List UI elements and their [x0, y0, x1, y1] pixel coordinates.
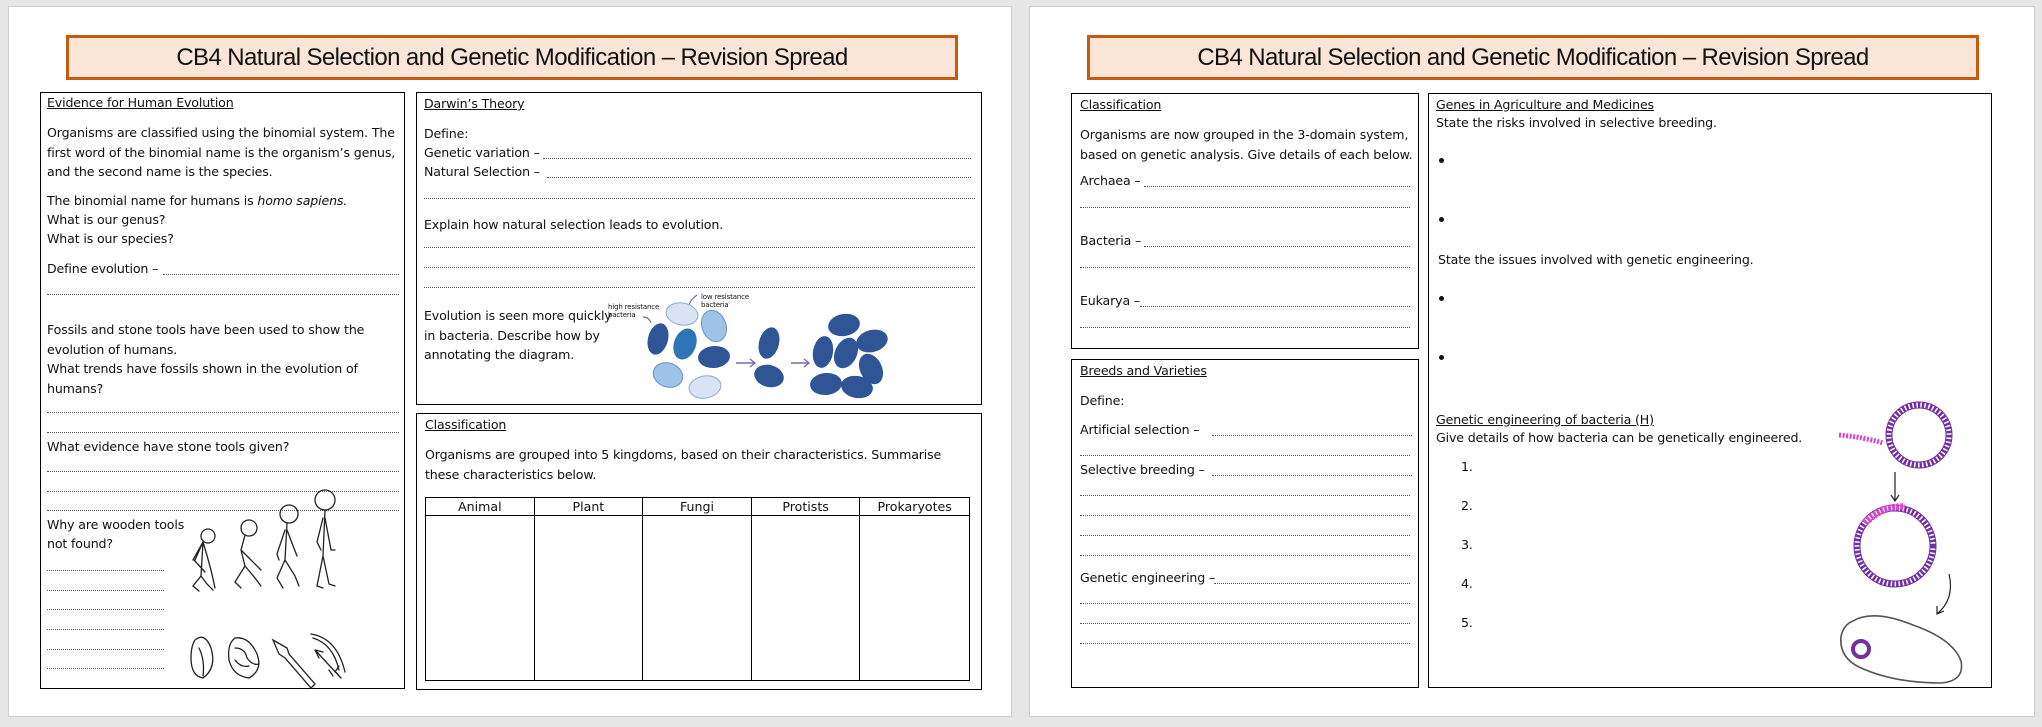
bullet-point [1439, 296, 1444, 301]
eukarya-label: Eukarya – [1080, 293, 1141, 308]
label-line: bacteria [608, 311, 636, 319]
answer-line[interactable] [1144, 246, 1410, 247]
section-title: Breeds and Varieties [1080, 363, 1207, 378]
explain-question: Explain how natural selection leads to evolution. [424, 217, 724, 232]
wooden-tools-question-cont: not found? [47, 536, 113, 551]
answer-line[interactable] [543, 158, 971, 159]
table-cell-fungi[interactable] [643, 516, 752, 680]
bullet-point [1439, 217, 1444, 222]
page-title: CB4 Natural Selection and Genetic Modification – Revision Spread [66, 35, 958, 80]
answer-line[interactable] [1144, 186, 1410, 187]
kingdoms-classification-section [416, 413, 982, 690]
answer-line[interactable] [47, 609, 164, 610]
answer-line[interactable] [1080, 207, 1410, 208]
define-label: Define: [424, 126, 469, 141]
answer-line[interactable] [47, 570, 164, 571]
section-title: Classification [425, 417, 507, 432]
column-header: Animal [426, 498, 535, 516]
bacteria-label: Bacteria – [1080, 233, 1142, 248]
page-title: CB4 Natural Selection and Genetic Modification – Revision Spread [1087, 35, 1979, 80]
answer-line[interactable] [163, 274, 399, 275]
genetic-engineering-subtitle: Genetic engineering of bacteria (H) [1436, 412, 1654, 427]
label-line: low resistance [701, 293, 749, 301]
human-evolution-section [40, 92, 405, 689]
step-number: 1. [1461, 459, 1473, 474]
bullet-point [1439, 158, 1444, 163]
define-evolution-label: Define evolution – [47, 261, 159, 276]
answer-line[interactable] [1080, 535, 1410, 536]
answer-line[interactable] [47, 294, 399, 295]
answer-line[interactable] [1140, 306, 1410, 307]
label-line: high resistance [608, 303, 660, 311]
answer-line[interactable] [1080, 555, 1410, 556]
answer-line[interactable] [1080, 327, 1410, 328]
answer-line[interactable] [424, 287, 975, 288]
genes-agriculture-medicines-section [1428, 93, 1992, 688]
answer-line[interactable] [547, 177, 971, 178]
column-header: Protists [752, 498, 861, 516]
bullet-point [1439, 355, 1444, 360]
label-line: bacteria [701, 301, 729, 309]
step-number: 2. [1461, 498, 1473, 513]
section-title: Classification [1080, 97, 1162, 112]
artificial-selection-label: Artificial selection – [1080, 422, 1200, 437]
define-label: Define: [1080, 393, 1125, 408]
answer-line[interactable] [47, 432, 399, 433]
answer-line[interactable] [1080, 495, 1410, 496]
bacteria-question: Evolution is seen more quickly [424, 308, 612, 323]
section-title: Genes in Agriculture and Medicines [1436, 97, 1654, 112]
species-question: What is our species? [47, 231, 174, 246]
table-cell-plant[interactable] [535, 516, 644, 680]
answer-line[interactable] [47, 668, 164, 669]
domains-intro-text: Organisms are now grouped in the 3-domain system, based on genetic analysis. Give details of each below. [1080, 127, 1413, 162]
answer-line[interactable] [1080, 515, 1410, 516]
answer-line[interactable] [47, 412, 399, 413]
section-title: Evidence for Human Evolution [47, 95, 234, 110]
fossils-question: What trends have fossils shown in the evolution of humans? [47, 361, 358, 396]
fossils-intro-text: Fossils and stone tools have been used to show the evolution of humans. [47, 322, 365, 357]
binomial-name: homo sapiens. [257, 193, 348, 208]
genetic-variation-label: Genetic variation – [424, 145, 540, 160]
answer-line[interactable] [47, 649, 164, 650]
issues-question: State the issues involved with genetic engineering. [1438, 252, 1754, 267]
binomial-prefix: The binomial name for humans is [47, 193, 258, 208]
column-header: Plant [535, 498, 644, 516]
answer-line[interactable] [1080, 643, 1410, 644]
answer-line[interactable] [1080, 603, 1410, 604]
answer-line[interactable] [1080, 623, 1410, 624]
answer-line[interactable] [1212, 435, 1412, 436]
genetic-engineering-question: Give details of how bacteria can be genetically engineered. [1436, 430, 1803, 445]
kingdoms-table [425, 497, 970, 681]
risks-question: State the risks involved in selective breeding. [1436, 115, 1717, 130]
answer-line[interactable] [1214, 583, 1410, 584]
wooden-tools-question: Why are wooden tools [47, 517, 185, 532]
archaea-label: Archaea – [1080, 173, 1141, 188]
answer-line[interactable] [47, 629, 164, 630]
answer-line[interactable] [1080, 455, 1410, 456]
breeds-varieties-section [1071, 359, 1419, 688]
answer-line[interactable] [1212, 475, 1412, 476]
bacteria-question-cont: annotating the diagram. [424, 347, 575, 362]
domain-classification-section [1071, 93, 1419, 349]
genus-question: What is our genus? [47, 212, 166, 227]
table-cell-animal[interactable] [426, 516, 535, 680]
left-page [8, 6, 1012, 717]
step-number: 5. [1461, 615, 1473, 630]
plasmid-recombination-diagram-icon [1833, 399, 1983, 684]
answer-line[interactable] [424, 267, 975, 268]
bacteria-question-cont: in bacteria. Describe how by [424, 328, 600, 343]
section-title: Darwin’s Theory [424, 96, 525, 111]
bacteria-resistance-diagram-icon [635, 291, 895, 401]
stone-tools-question: What evidence have stone tools given? [47, 439, 290, 454]
answer-line[interactable] [47, 471, 399, 472]
kingdoms-intro-text: Organisms are grouped into 5 kingdoms, based on their characteristics. Summarise these characteristics below. [425, 447, 942, 482]
darwins-theory-section [416, 92, 982, 405]
answer-line[interactable] [1080, 267, 1410, 268]
right-page [1029, 6, 2035, 717]
genetic-engineering-label: Genetic engineering – [1080, 570, 1216, 585]
step-number: 4. [1461, 576, 1473, 591]
column-header: Fungi [643, 498, 752, 516]
natural-selection-label: Natural Selection – [424, 164, 540, 179]
answer-line[interactable] [424, 198, 975, 199]
answer-line[interactable] [424, 247, 975, 248]
table-cell-protists[interactable] [752, 516, 861, 680]
answer-line[interactable] [47, 491, 399, 492]
binomial-name-text [47, 191, 347, 211]
table-cell-prokaryotes[interactable] [860, 516, 969, 680]
selective-breeding-label: Selective breeding – [1080, 462, 1205, 477]
human-evolution-illustration-icon [183, 498, 403, 688]
answer-line[interactable] [47, 590, 164, 591]
binomial-intro-text: Organisms are classified using the binomial system. The first word of the binomial name is the organism’s genus, and the second name is the species. [47, 125, 396, 179]
step-number: 3. [1461, 537, 1473, 552]
column-header: Prokaryotes [860, 498, 969, 516]
